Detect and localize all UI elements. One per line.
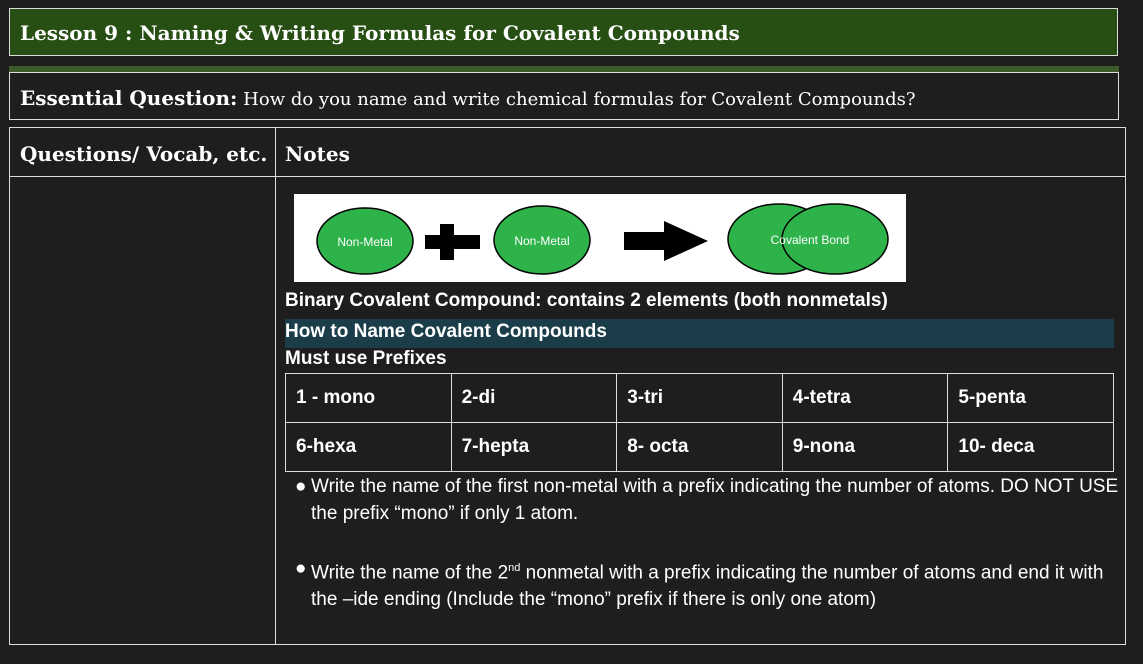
bullet-text-start: Write the name of the 2 bbox=[311, 562, 509, 584]
column-divider bbox=[275, 128, 276, 644]
diagram-graphic bbox=[294, 194, 906, 282]
section-heading: How to Name Covalent Compounds bbox=[285, 321, 607, 342]
bullet-text-rest: nonmetal with a prefix indicating the number of atoms and end it with the –ide ending (Include the “mono” prefix if there is only one atom) bbox=[311, 562, 1104, 611]
essential-question-text: How do you name and write chemical formulas for Covalent Compounds? bbox=[237, 89, 916, 110]
covalent-bond-label: Covalent Bond bbox=[770, 233, 850, 247]
prefix-cell: 10- deca bbox=[948, 423, 1114, 472]
header-divider bbox=[10, 176, 1125, 177]
prefix-cell: 7-hepta bbox=[451, 423, 617, 472]
prefix-table bbox=[285, 373, 1114, 472]
ordinal-suffix: nd bbox=[508, 562, 521, 574]
prefix-cell: 1 - mono bbox=[286, 374, 452, 423]
questions-column-header: Questions/ Vocab, etc. bbox=[20, 142, 268, 166]
bullet-text bbox=[311, 555, 1121, 613]
right-arrow-icon bbox=[624, 221, 708, 261]
essential-question-label: Essential Question: bbox=[20, 86, 238, 110]
bullet-text: Write the name of the first non-metal with a prefix indicating the number of atoms. DO NOT USE the prefix “mono” if only 1 atom. bbox=[311, 476, 1119, 524]
nonmetal-label-2: Non-Metal bbox=[514, 234, 570, 248]
prefix-cell: 2-di bbox=[451, 374, 617, 423]
prefix-cell: 6-hexa bbox=[286, 423, 452, 472]
lesson-title: Lesson 9 : Naming & Writing Formulas for Covalent Compounds bbox=[9, 8, 1118, 56]
prefix-cell: 5-penta bbox=[948, 374, 1114, 423]
essential-question bbox=[9, 72, 1119, 120]
bullet-dot-icon: ● bbox=[295, 558, 307, 579]
notes-column-header: Notes bbox=[285, 142, 350, 166]
nonmetal-label-1: Non-Metal bbox=[337, 235, 393, 249]
bullet-first-nonmetal bbox=[295, 473, 1121, 527]
table-row bbox=[286, 374, 1114, 423]
prefixes-subheading: Must use Prefixes bbox=[285, 348, 447, 369]
bullet-dot-icon: ● bbox=[295, 476, 307, 497]
bullet-second-nonmetal bbox=[295, 555, 1121, 613]
binary-compound-definition: Binary Covalent Compound: contains 2 elements (both nonmetals) bbox=[285, 290, 888, 311]
prefix-cell: 9-nona bbox=[782, 423, 948, 472]
covalent-bond-diagram bbox=[294, 194, 906, 282]
prefix-cell: 8- octa bbox=[617, 423, 783, 472]
prefix-cell: 4-tetra bbox=[782, 374, 948, 423]
plus-icon bbox=[425, 224, 480, 260]
prefix-cell: 3-tri bbox=[617, 374, 783, 423]
table-row bbox=[286, 423, 1114, 472]
